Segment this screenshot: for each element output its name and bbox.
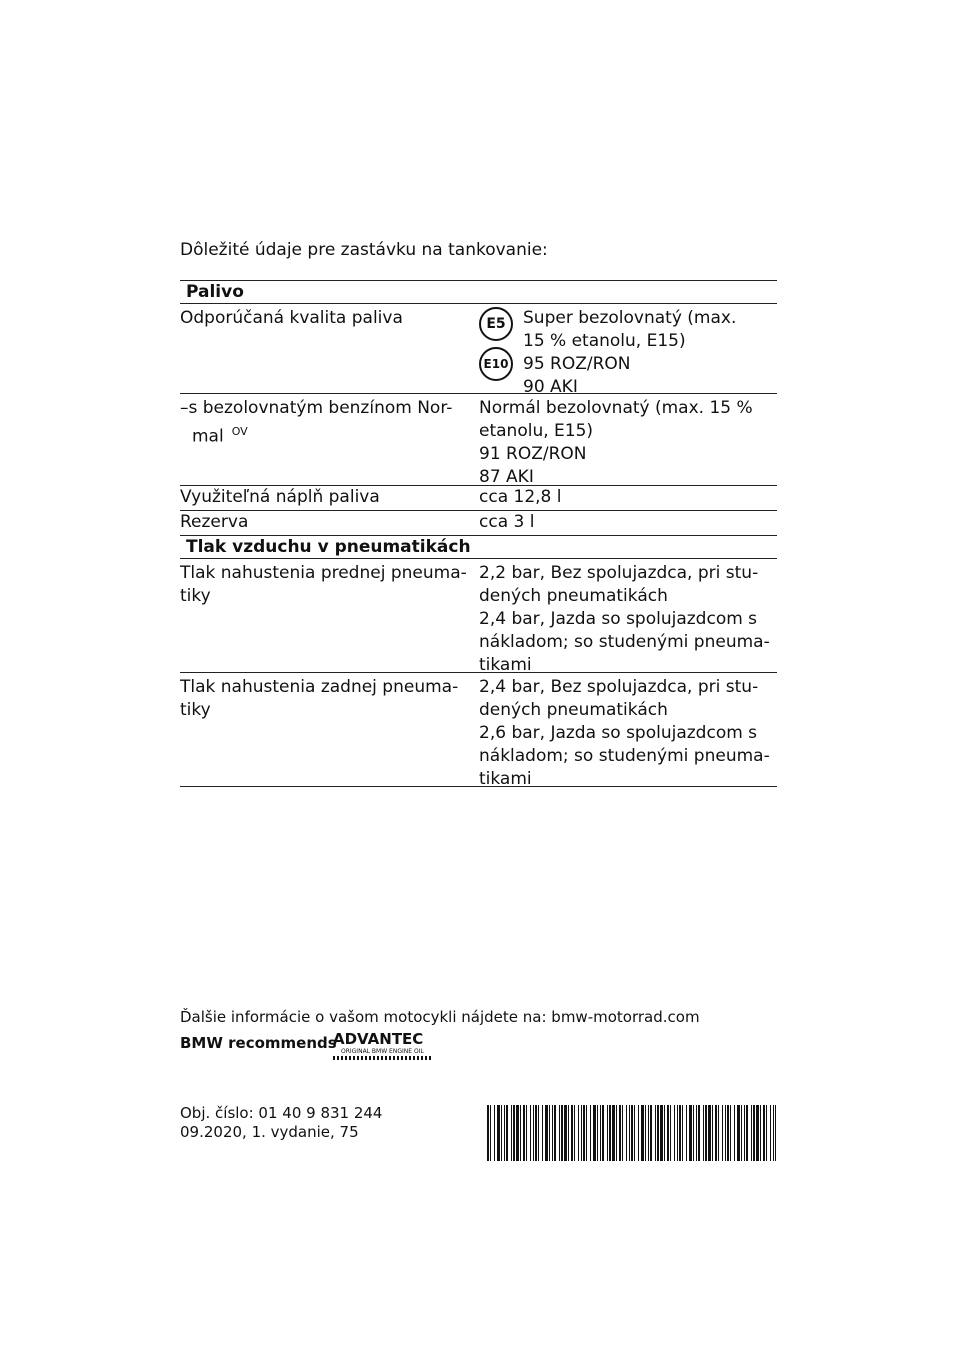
table-row [180, 559, 777, 675]
row-label: Tlak nahustenia prednej pneuma- [180, 563, 467, 583]
e10-icon: E10 [479, 347, 513, 381]
publication-info [180, 1104, 382, 1142]
value-line: 95 ROZ/RON [523, 354, 631, 374]
row-label: Odporúčaná kvalita paliva [180, 308, 403, 328]
barcode [487, 1105, 776, 1161]
table-row [180, 304, 777, 397]
value-line: tikami [479, 769, 532, 789]
bmw-recommends: BMW recommends [180, 1034, 337, 1052]
table-row [180, 486, 777, 510]
row-label: Rezerva [180, 512, 249, 532]
row-label: tiky [180, 586, 211, 606]
value-line: Normál bezolovnatý (max. 15 % [479, 398, 753, 418]
value-line: nákladom; so studenými pneuma- [479, 746, 770, 766]
advantec-bar [333, 1056, 431, 1060]
value-line: dených pneumatikách [479, 586, 668, 606]
advantec-logo [333, 1030, 433, 1060]
ov-footnote: OV [231, 425, 248, 438]
section-fuel: Palivo [186, 282, 244, 302]
value-line: 2,4 bar, Bez spolujazdca, pri stu- [479, 677, 759, 697]
value-line: dených pneumatikách [479, 700, 668, 720]
value-line: 91 ROZ/RON [479, 444, 587, 464]
intro-heading: Dôležité údaje pre zastávku na tankovanie: [180, 240, 548, 260]
more-info-text: Ďalšie informácie o vašom motocykli nájdete na: bmw-motorrad.com [180, 1008, 700, 1026]
row-label: tiky [180, 700, 211, 720]
row-label: –s bezolovnatým benzínom Nor- [180, 398, 453, 418]
value-line: 15 % etanolu, E15) [523, 331, 686, 351]
advantec-brand: ADVANTEC [333, 1030, 424, 1048]
e5-icon: E5 [479, 307, 513, 341]
table-row [180, 673, 777, 789]
value-line: Super bezolovnatý (max. [523, 308, 737, 328]
table-row [180, 511, 777, 535]
part-number: Obj. číslo: 01 40 9 831 244 [180, 1104, 383, 1122]
specs-table [180, 280, 777, 787]
row-label: Využiteľná náplň paliva [180, 487, 380, 507]
value-line: etanolu, E15) [479, 421, 594, 441]
value-line: 87 AKI [479, 467, 534, 487]
edition: 09.2020, 1. vydanie, 75 [180, 1123, 359, 1141]
value-line: 90 AKI [523, 377, 578, 397]
value-line: nákladom; so studenými pneuma- [479, 632, 770, 652]
section-tyres: Tlak vzduchu v pneumatikách [186, 537, 471, 557]
table-row [180, 394, 777, 485]
row-label: mal [192, 426, 224, 447]
value-line: 2,2 bar, Bez spolujazdca, pri stu- [479, 563, 759, 583]
advantec-subtitle: ORIGINAL BMW ENGINE OIL [341, 1048, 424, 1055]
row-value: cca 12,8 l [479, 487, 562, 507]
value-line: tikami [479, 655, 532, 675]
row-value: cca 3 l [479, 512, 535, 532]
row-label: Tlak nahustenia zadnej pneuma- [180, 677, 459, 697]
value-line: 2,6 bar, Jazda so spolujazdcom s [479, 723, 758, 743]
value-line: 2,4 bar, Jazda so spolujazdcom s [479, 609, 758, 629]
